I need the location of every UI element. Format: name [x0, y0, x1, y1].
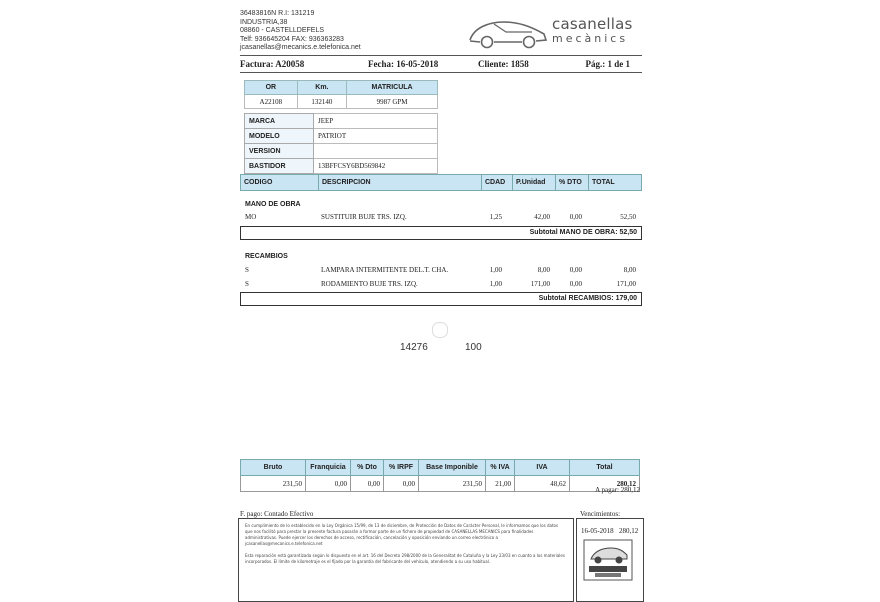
logo-subtitle: mecànics: [552, 32, 629, 45]
totals-total: 280,12: [570, 476, 640, 492]
totals-iva: 48,62: [515, 476, 570, 492]
col-codigo: CODIGO: [241, 175, 319, 191]
subtotal-recambios-text: Subtotal RECAMBIOS: 179,00: [538, 295, 637, 302]
order-or: A22108: [245, 95, 298, 109]
faint-number: 100: [465, 342, 482, 353]
invoice-number: Factura: A20058: [240, 59, 305, 69]
line-descripcion: SUSTITUIR BUJE TRS. IZQ.: [321, 213, 407, 221]
company-email: jcasanellas@mecanics.e.telefonica.net: [240, 44, 361, 52]
totals-dto: 0,00: [351, 476, 384, 492]
col-dto: % DTO: [556, 175, 589, 191]
company-nif: 36483816N R.I: 131219: [240, 10, 315, 17]
totals-irpf: 0,00: [384, 476, 419, 492]
vehicle-value: 13BFFCSY6BD569842: [314, 159, 438, 174]
legal-line: que nos facilitó para prestar la presente factura pasarán a formar parte de un fichero de propiedad de CASANELLAS MECANICS para finalidades: [245, 529, 534, 534]
line-descripcion: RODAMIENTO BUJE TRS. IZQ.: [321, 280, 418, 288]
section-title-mano-obra: MANO DE OBRA: [245, 201, 301, 208]
logo-name: casanellas: [552, 15, 633, 33]
vehicle-value: PATRIOT: [314, 129, 438, 144]
line-item: [240, 213, 642, 223]
totals-header: IVA: [515, 460, 570, 476]
legal-line: administrativas. Puede ejercer los derechos de acceso, rectificación, cancelación y oposición enviando un correo electrónico a: [245, 535, 498, 540]
col-total: TOTAL: [589, 175, 642, 191]
faint-circle-mark: [432, 322, 448, 338]
invoice-bar-rule: [240, 72, 642, 73]
line-codigo: S: [245, 266, 249, 274]
col-cdad: CDAD: [482, 175, 513, 191]
company-address: INDUSTRIA,38: [240, 18, 288, 26]
legal-line: jcasanellas@mecanics.e.telefonica.net: [245, 541, 323, 546]
col-descripcion: DESCRIPCION: [319, 175, 482, 191]
line-total: 171,00: [616, 280, 636, 288]
faint-number: 14276: [400, 342, 428, 353]
order-header-matricula: MATRICULA: [347, 81, 438, 95]
order-header-km: Km.: [297, 81, 346, 95]
line-descripcion: LAMPARA INTERMITENTE DEL.T. CHA.: [321, 266, 449, 274]
legal-notice-box: [238, 518, 574, 602]
invoice-bar: [240, 58, 642, 70]
totals-base-imponible: 231,50: [419, 476, 486, 492]
vencimiento-importe: 280,12: [619, 527, 639, 535]
totals-iva-percent: 21,00: [486, 476, 515, 492]
invoice-page-count: Pág.: 1 de 1: [585, 59, 630, 69]
line-codigo: S: [245, 280, 249, 288]
line-cdad: 1,25: [489, 213, 502, 221]
subtotal-recambios: [240, 292, 642, 306]
totals-header: Base Imponible: [419, 460, 486, 476]
col-punidad: P.Unidad: [513, 175, 556, 191]
subtotal-mano-obra-text: Subtotal MANO DE OBRA: 52,50: [529, 229, 637, 236]
vehicle-label: BASTIDOR: [245, 159, 314, 174]
legal-line: incorporados. El límite de kilometraje es el fijado por la garantía del fabricante del vehículo, atendiendo a su uso habitual.: [245, 559, 491, 564]
line-dto: 0,00: [569, 280, 582, 288]
totals-bruto: 231,50: [241, 476, 306, 492]
totals-header: Bruto: [241, 460, 306, 476]
totals-header: % IRPF: [384, 460, 419, 476]
line-cdad: 1,00: [489, 266, 502, 274]
totals-header: Franquicia: [306, 460, 351, 476]
vencimiento-fecha: 16-05-2018: [581, 527, 614, 535]
order-matricula: 9987 GPM: [347, 95, 438, 109]
vehicle-table: [244, 113, 438, 174]
legal-line: Esta reparación está garantizada según lo dispuesto en el art. 16 del Decreto 298/2000 de la Generalitat de Cataluña y la Ley 23/03 en cuanto a los materiales: [245, 553, 565, 558]
company-phone: Telf: 936645204 FAX: 936363283: [240, 35, 344, 43]
totals-franquicia: 0,00: [306, 476, 351, 492]
line-item: [240, 266, 642, 276]
company-logo: [466, 14, 642, 52]
subtotal-mano-obra: [240, 226, 642, 240]
line-total: 8,00: [623, 266, 636, 274]
company-city: 08860 - CASTELLDEFELS: [240, 27, 325, 35]
vehicle-value: [314, 144, 438, 159]
car-logo-icon: [466, 14, 550, 52]
amount-due: A pagar: 280,12: [595, 486, 640, 494]
invoice-date: Fecha: 16-05-2018: [368, 59, 439, 69]
invoice-client: Cliente: 1858: [478, 59, 529, 69]
line-item: [240, 280, 642, 290]
vehicle-value: JEEP: [314, 114, 438, 129]
totals-header: % Dto: [351, 460, 384, 476]
line-cdad: 1,00: [489, 280, 502, 288]
order-table: [244, 80, 438, 109]
lines-header: [240, 174, 642, 191]
vehicle-label: MARCA: [245, 114, 314, 129]
company-info: [240, 10, 361, 53]
totals-header: % IVA: [486, 460, 515, 476]
header-rule: [240, 55, 642, 56]
line-punidad: 42,00: [534, 213, 550, 221]
vehicle-label: MODELO: [245, 129, 314, 144]
order-km: 132140: [297, 95, 346, 109]
company-stamp-icon: [583, 539, 633, 581]
line-total: 52,50: [620, 213, 636, 221]
payment-method: F. pago: Contado Efectivo: [240, 510, 314, 518]
line-dto: 0,00: [569, 266, 582, 274]
section-title-recambios: RECAMBIOS: [245, 253, 288, 260]
totals-header: Total: [570, 460, 640, 476]
legal-line: En cumplimiento de lo establecido en la Ley Orgánica 15/99, de 13 de diciembre, de Protección de Datos de Carácter Personal, le informamos que los datos: [245, 523, 559, 528]
line-punidad: 8,00: [537, 266, 550, 274]
order-header-or: OR: [245, 81, 298, 95]
line-punidad: 171,00: [530, 280, 550, 288]
vehicle-label: VERSION: [245, 144, 314, 159]
line-codigo: MO: [245, 213, 257, 221]
vencimientos-title: Vencimientos:: [580, 510, 621, 518]
vencimientos-box: [576, 518, 644, 602]
line-dto: 0,00: [569, 213, 582, 221]
